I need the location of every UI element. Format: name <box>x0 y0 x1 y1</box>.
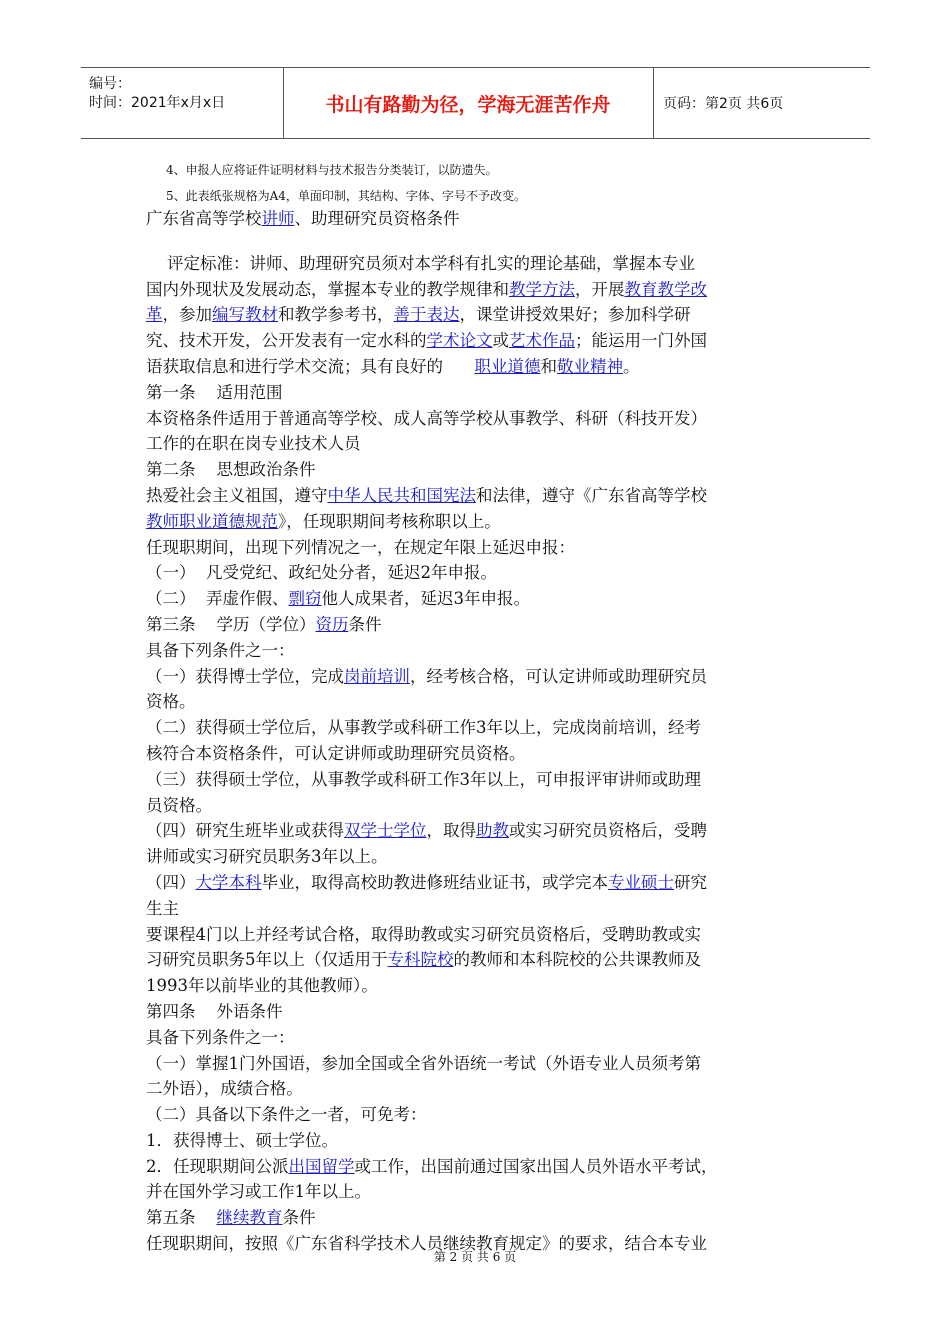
doc-line <box>146 844 806 870</box>
hyperlink[interactable]: 教育教学改 <box>624 279 707 299</box>
text-run: 他人成果者，延迟3年申报。 <box>321 589 530 609</box>
hyperlink[interactable]: 职业道德 <box>474 356 541 376</box>
text-run: 或 <box>492 331 509 351</box>
text-run: ；能运用一门外国 <box>575 331 707 351</box>
doc-line <box>146 354 806 380</box>
doc-line <box>146 251 806 277</box>
doc-line <box>146 1102 806 1128</box>
text-run: 要课程4门以上并经考试合格，取得助教或实习研究员资格后，受聘助教或实 <box>146 924 701 944</box>
text-run: 员资格。 <box>146 795 212 815</box>
doc-line <box>146 457 806 483</box>
text-run: 》，任现职期间考核称职以上。 <box>278 511 501 531</box>
doc-line <box>146 638 806 664</box>
doc-line <box>146 818 806 844</box>
text-run: 1993年以前毕业的其他教师）。 <box>146 976 378 996</box>
doc-line <box>146 793 806 819</box>
header-meta <box>81 68 284 138</box>
doc-line <box>146 509 806 535</box>
doc-line <box>146 999 806 1025</box>
text-run: 资格。 <box>146 692 196 712</box>
hyperlink[interactable]: 继续教育 <box>216 1208 283 1228</box>
text-run: 和法律，遵守《广东省高等学校 <box>476 485 707 505</box>
doc-line <box>146 483 806 509</box>
text-run: 毕业，取得高校助教进修班结业证书，或学完本 <box>261 872 608 892</box>
doc-line <box>146 741 806 767</box>
motto-text: 书山有路勤为径，学海无涯苦作舟 <box>325 93 611 116</box>
text-run: 。 <box>622 356 640 376</box>
doc-title <box>146 206 806 232</box>
doc-line <box>146 612 806 638</box>
hyperlink[interactable]: 教师职业道德规范 <box>146 511 278 531</box>
note-5: 5、此表纸张规格为A4，单面印制，其结构、字体、字号不予改变。 <box>166 189 526 203</box>
text-run: 生主 <box>146 898 179 918</box>
doc-line <box>146 947 806 973</box>
doc-line <box>146 1051 806 1077</box>
text-run: ，取得 <box>426 821 476 841</box>
hyperlink[interactable]: 编写教材 <box>212 305 278 325</box>
text-run: 条件 <box>348 614 382 634</box>
doc-line <box>146 328 806 354</box>
text-run: 1．获得博士、硕士学位。 <box>146 1130 338 1150</box>
text-run: 热爱社会主义祖国，遵守 <box>146 485 328 505</box>
page-footer: 第 2 页 共 6 页 <box>433 1250 517 1264</box>
text-run: 的教师和本科院校的公共课教师及 <box>453 950 701 970</box>
text-run: 和 <box>540 356 557 376</box>
doc-line <box>146 586 806 612</box>
text-run: ，开展 <box>575 279 625 299</box>
doc-line <box>146 896 806 922</box>
text-run: 或实习研究员资格后，受聘 <box>509 821 707 841</box>
text-run: 任现职期间，按照《广东省科学技术人员继续教育规定》的要求，结合本专业 <box>146 1234 707 1254</box>
text-run: 究、技术开发，公开发表有一定水科的 <box>146 331 427 351</box>
hyperlink[interactable]: 双学士学位 <box>344 821 427 841</box>
note-4: 4、申报人应将证件证明材料与技术报告分类装订，以防遗失。 <box>166 163 498 177</box>
header-page-info <box>653 68 870 138</box>
text-run: 具备下列条件之一： <box>146 1027 295 1047</box>
hyperlink[interactable]: 讲师 <box>261 209 295 228</box>
hyperlink[interactable]: 学术论文 <box>426 331 493 351</box>
text-run: 评定标准：讲师、助理研究员须对本学科有扎实的理论基础，掌握本专业 <box>146 253 695 273</box>
text-run: （一）掌握1门外国语，参加全国或全省外语统一考试（外语专业人员须考第 <box>146 1053 701 1073</box>
hyperlink[interactable]: 善于表达 <box>393 305 460 325</box>
text-run: 讲师或实习研究员职务3年以上。 <box>146 847 388 867</box>
hyperlink[interactable]: 革 <box>146 305 163 325</box>
hyperlink[interactable]: 大学本科 <box>195 872 262 892</box>
hyperlink[interactable]: 敬业精神 <box>556 356 623 376</box>
hyperlink[interactable]: 资历 <box>315 614 349 634</box>
text-run: 、助理研究员资格条件 <box>294 209 460 228</box>
doc-line <box>146 922 806 948</box>
text-run: ，参加 <box>162 305 212 325</box>
text-run: 第一条 适用范围 <box>146 382 283 402</box>
text-run: 核符合本资格条件，可认定讲师或助理研究员资格。 <box>146 743 526 763</box>
document-body <box>146 206 806 1257</box>
text-run: 并在国外学习或工作1年以上。 <box>146 1182 371 1202</box>
text-run: 语获取信息和进行学术交流；具有良好的 <box>146 356 475 376</box>
doc-line <box>146 870 806 896</box>
doc-line <box>146 406 806 432</box>
text-run: ，课堂讲授效果好；参加科学研 <box>459 305 691 325</box>
text-run: 国内外现状及发展动态，掌握本专业的教学规律和 <box>146 279 509 299</box>
doc-line <box>146 380 806 406</box>
doc-line <box>146 1205 806 1231</box>
text-run: （三）获得硕士学位，从事教学或科研工作3年以上，可申报评审讲师或助理 <box>146 769 701 789</box>
doc-line <box>146 767 806 793</box>
doc-line <box>146 664 806 690</box>
text-run: 2．任现职期间公派 <box>146 1156 289 1176</box>
text-run: （二） 弄虚作假、 <box>146 589 289 609</box>
text-run: 和教学参考书， <box>278 305 394 325</box>
text-run: 具备下列条件之一： <box>146 640 295 660</box>
text-run: （四）研究生班毕业或获得 <box>146 821 344 841</box>
doc-line <box>146 689 806 715</box>
doc-line <box>146 560 806 586</box>
doc-line <box>146 1076 806 1102</box>
doc-line <box>146 715 806 741</box>
text-run: 二外语），成绩合格。 <box>146 1079 303 1099</box>
hyperlink[interactable]: 艺术作品 <box>509 331 575 351</box>
doc-line <box>146 535 806 561</box>
text-run: 第二条 思想政治条件 <box>146 460 316 480</box>
hyperlink[interactable]: 出国留学 <box>288 1156 355 1176</box>
hyperlink[interactable]: 专科院校 <box>387 950 454 970</box>
hyperlink[interactable]: 助教 <box>476 821 509 841</box>
header-motto <box>283 68 654 138</box>
hyperlink[interactable]: 中华人民共和国宪法 <box>327 485 476 505</box>
hyperlink[interactable]: 教学方法 <box>509 279 575 299</box>
text-run: （二）获得硕士学位后，从事教学或科研工作3年以上，完成岗前培训，经考 <box>146 718 701 738</box>
doc-line <box>146 277 806 303</box>
doc-line <box>146 1025 806 1051</box>
text-run: ，经考核合格，可认定讲师或助理研究员 <box>410 666 707 686</box>
doc-date: 时间：2021年x月x日 <box>89 95 226 111</box>
text-run: 条件 <box>282 1208 316 1228</box>
text-run: 第五条 <box>146 1208 217 1228</box>
text-run: 第三条 学历（学位） <box>146 614 316 634</box>
text-run: 任现职期间，出现下列情况之一，在规定年限上延迟申报： <box>146 537 575 557</box>
text-run: 研究 <box>674 872 707 892</box>
text-run: （四） <box>146 872 196 892</box>
hyperlink[interactable]: 专业硕士 <box>608 872 674 892</box>
page-info-text: 页码：第2页 共6页 <box>663 96 784 112</box>
doc-line <box>146 1154 806 1180</box>
text-run: 第四条 外语条件 <box>146 1001 283 1021</box>
text-run: （二）具备以下条件之一者，可免考： <box>146 1105 427 1125</box>
doc-number: 编号： <box>89 76 131 92</box>
doc-line <box>146 431 806 457</box>
text-run: 本资格条件适用于普通高等学校、成人高等学校从事教学、科研（科技开发） <box>146 408 707 428</box>
page-header <box>81 67 870 139</box>
hyperlink[interactable]: 岗前培训 <box>344 666 410 686</box>
text-run: 习研究员职务5年以上（仅适用于 <box>146 950 388 970</box>
text-run: 工作的在职在岗专业技术人员 <box>146 434 361 454</box>
doc-line <box>146 302 806 328</box>
text-run: （一） 凡受党纪、政纪处分者，延迟2年申报。 <box>146 563 497 583</box>
hyperlink[interactable]: 剽窃 <box>288 589 322 609</box>
doc-line <box>146 973 806 999</box>
doc-line <box>146 1179 806 1205</box>
text-run: 或工作，出国前通过国家出国人员外语水平考试， <box>354 1156 718 1176</box>
doc-line <box>146 1128 806 1154</box>
text-run: 广东省高等学校 <box>146 209 262 228</box>
text-run: （一）获得博士学位，完成 <box>146 666 344 686</box>
